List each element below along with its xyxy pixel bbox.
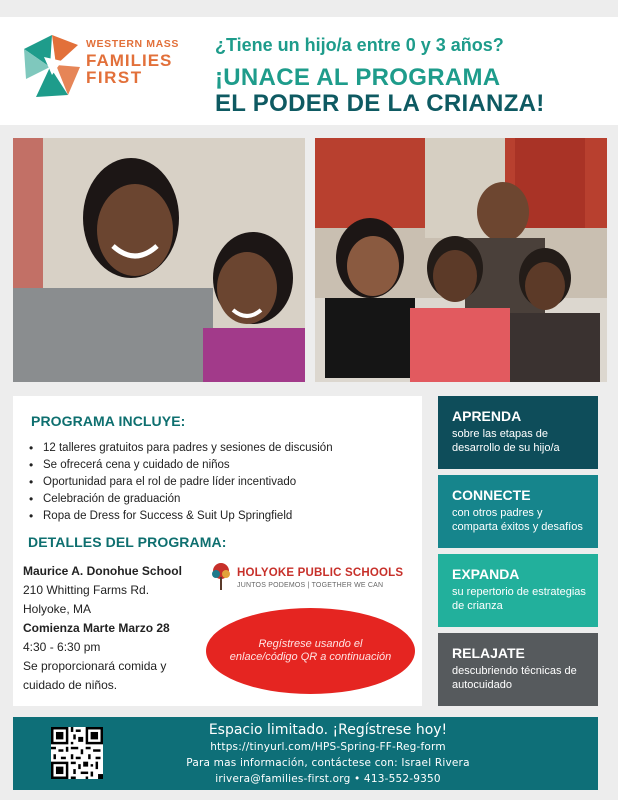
box-title: RELAJATE [452, 645, 525, 661]
headline-line-1: ¡UNACE AL PROGRAMA [215, 64, 501, 91]
photo-mother-daughter [13, 138, 305, 382]
food-note-line-1: Se proporcionará comida y [23, 659, 167, 673]
footer-link[interactable]: https://tinyurl.com/HPS-Spring-FF-Reg-form [210, 741, 446, 753]
list-item: • Se ofrecerá cena y cuidado de niños [29, 457, 333, 474]
logo-line-3: FIRST [86, 67, 143, 87]
register-oval [206, 608, 415, 694]
school-name: Maurice A. Donohue School [23, 564, 182, 578]
school-city: Holyoke, MA [23, 602, 92, 616]
list-item: • 12 talleres gratuitos para padres y sesiones de discusión [29, 440, 333, 457]
box-text: su repertorio de estrategias de crianza [452, 586, 586, 612]
footer-email-phone[interactable]: irivera@families-first.org • 413-552-9350 [215, 773, 441, 785]
families-first-logo-icon [22, 31, 82, 99]
box-expanda [438, 554, 598, 627]
box-title: CONNECTE [452, 487, 531, 503]
footer [13, 717, 598, 790]
hps-logo-name: HOLYOKE PUBLIC SCHOOLS [237, 567, 404, 579]
box-title: EXPANDA [452, 566, 520, 582]
logo-line-1: WESTERN MASS [86, 38, 179, 50]
register-oval-text: Regístrese usando el enlace/código QR a continuación [229, 638, 392, 663]
footer-contact: Para mas información, contáctese con: Israel Rivera [186, 757, 470, 769]
headline [215, 65, 545, 117]
program-details-title: DETALLES DEL PROGRAMA: [28, 534, 227, 550]
program-details [23, 562, 182, 695]
program-panel [13, 396, 422, 706]
school-street: 210 Whitting Farms Rd. [23, 583, 150, 597]
program-includes-list [29, 440, 333, 525]
logo-line-2: FAMILIES [86, 50, 173, 70]
logo-text [86, 39, 179, 86]
box-text: con otros padres y comparta éxitos y desafíos [452, 507, 583, 533]
tree-icon [211, 562, 231, 592]
box-relajate [438, 633, 598, 706]
box-text: sobre las etapas de desarrollo de su hijo/a [452, 428, 560, 454]
box-title: APRENDA [452, 408, 522, 424]
session-time: 4:30 - 6:30 pm [23, 640, 101, 654]
program-includes-title: PROGRAMA INCLUYE: [31, 413, 186, 429]
box-aprenda [438, 396, 598, 469]
qr-code-icon[interactable] [51, 727, 103, 779]
list-item: • Celebración de graduación [29, 491, 333, 508]
list-item: • Ropa de Dress for Success & Suit Up Springfield [29, 508, 333, 525]
hps-logo-tagline: JUNTOS PODEMOS | TOGETHER WE CAN [237, 582, 384, 589]
start-date: Comienza Marte Marzo 28 [23, 621, 170, 635]
food-note-line-2: cuidado de niños. [23, 678, 118, 692]
list-item: • Oportunidad para el rol de padre líder incentivado [29, 474, 333, 491]
box-connecte [438, 475, 598, 548]
age-question: ¿Tiene un hijo/a entre 0 y 3 años? [215, 35, 504, 55]
photo-parents-group [315, 138, 607, 382]
header [0, 17, 618, 125]
box-text: descubriendo técnicas de autocuidado [452, 665, 577, 691]
footer-cta: Espacio limitado. ¡Regístrese hoy! [208, 722, 448, 738]
headline-line-2: EL PODER DE LA CRIANZA! [215, 90, 545, 117]
footer-text [113, 721, 543, 787]
